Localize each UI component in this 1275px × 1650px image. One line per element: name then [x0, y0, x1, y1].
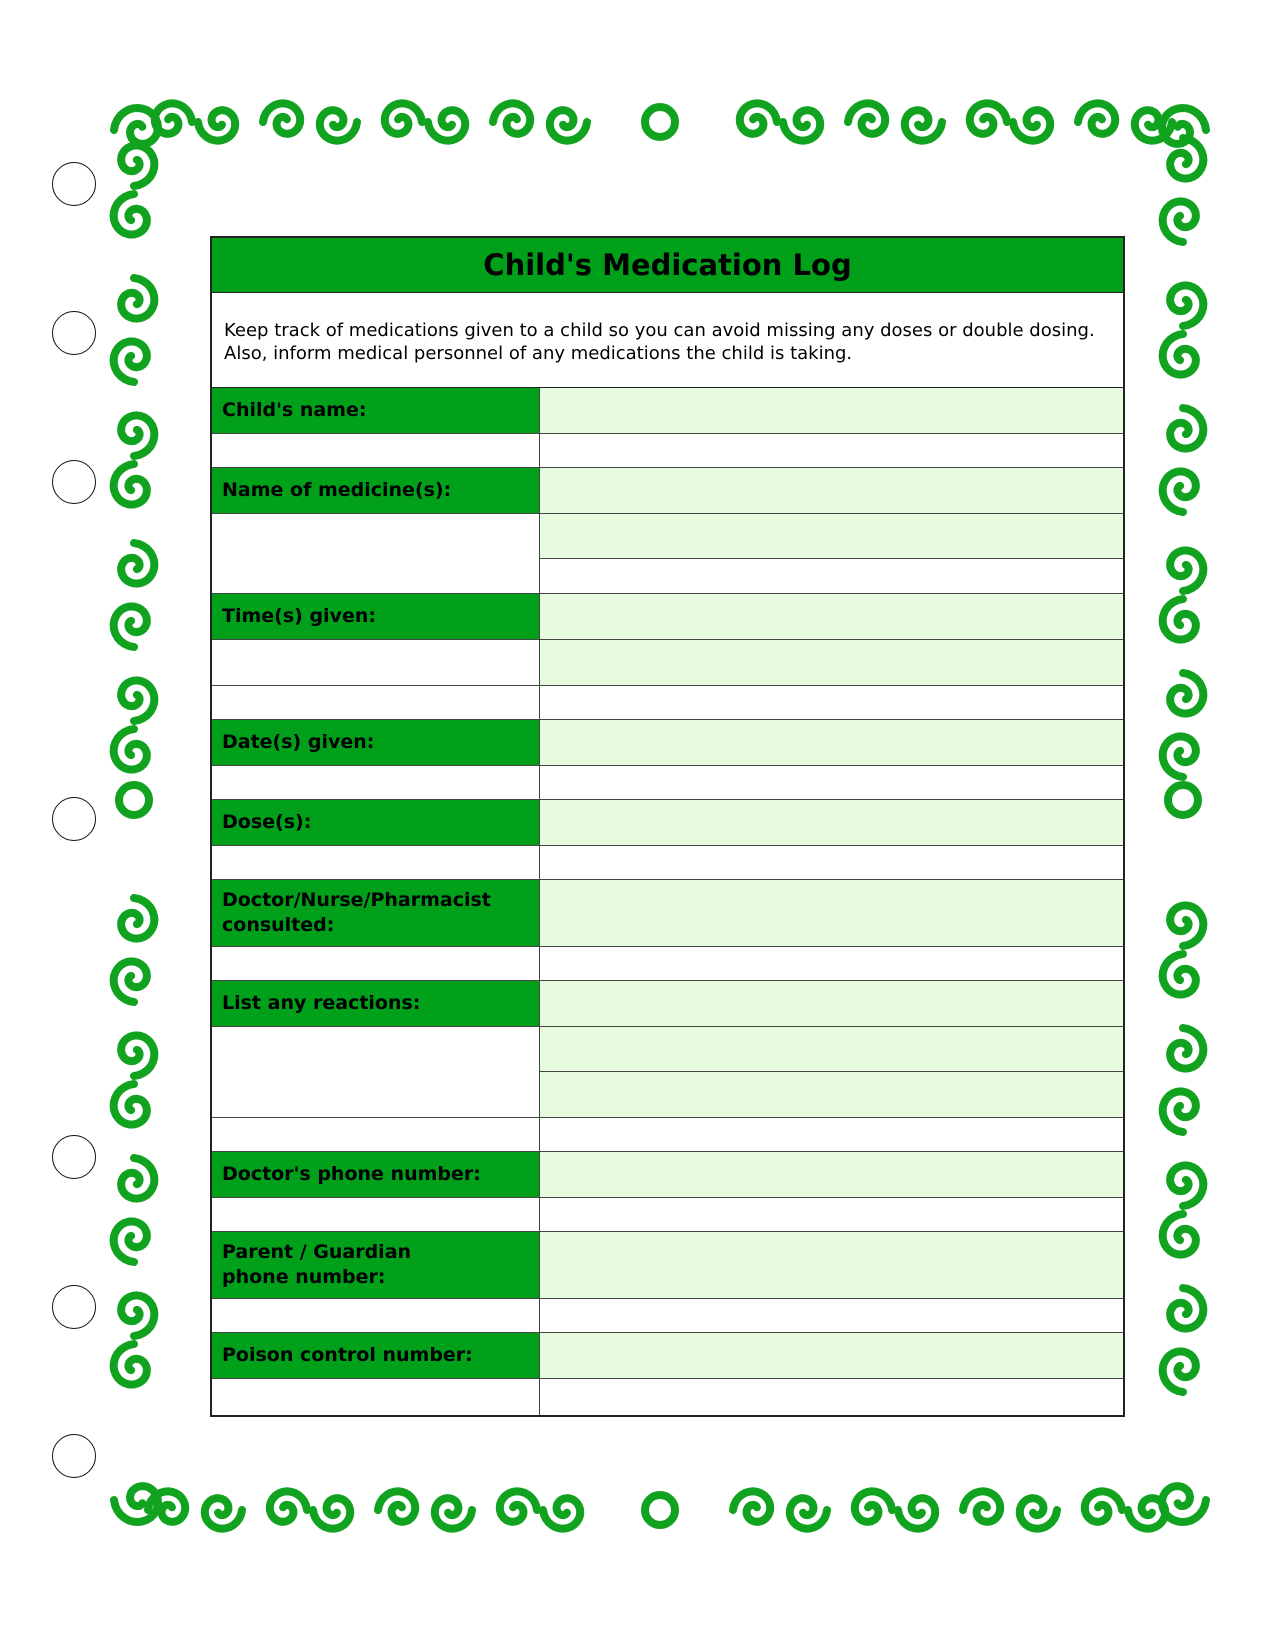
swirl-icon — [905, 110, 942, 141]
swirl-icon — [1163, 471, 1196, 512]
punch-hole-icon — [52, 1135, 96, 1179]
ring-icon — [1168, 785, 1198, 815]
swirl-icon — [435, 1498, 472, 1529]
medicine-entry-2[interactable] — [540, 514, 1123, 559]
swirl-icon — [1163, 736, 1196, 777]
times-given-label: Time(s) given: — [212, 594, 540, 639]
reactions-label: List any reactions: — [212, 981, 540, 1026]
swirl-icon — [121, 1295, 154, 1336]
doctor-phone-label: Doctor's phone number: — [212, 1152, 540, 1197]
doses-label: Dose(s): — [212, 800, 540, 845]
swirl-icon — [114, 108, 158, 144]
swirl-icon — [1020, 1498, 1057, 1529]
poison-control-entry[interactable] — [540, 1333, 1123, 1378]
consulted-label: Doctor/Nurse/Pharmacist consulted: — [212, 880, 540, 946]
swirl-icon — [205, 1498, 242, 1529]
ring-icon — [645, 1495, 675, 1525]
swirl-icon — [320, 110, 357, 141]
log-title: Child's Medication Log — [212, 238, 1123, 293]
punch-hole-icon — [52, 797, 96, 841]
swirl-icon — [1163, 1091, 1196, 1132]
guardian-phone-entry[interactable] — [540, 1232, 1123, 1298]
times-entry-1[interactable] — [540, 594, 1123, 639]
swirl-icon — [1170, 1288, 1203, 1329]
blank-cell — [212, 434, 540, 467]
swirl-icon — [1163, 1351, 1196, 1392]
swirl-icon — [1163, 954, 1196, 995]
swirl-icon — [121, 898, 154, 939]
swirl-icon — [790, 1498, 827, 1529]
spacer-row — [212, 1118, 1123, 1152]
swirl-icon — [121, 680, 154, 721]
swirl-icon — [1163, 599, 1196, 640]
spacer-row — [212, 1379, 1123, 1415]
swirl-icon — [1170, 905, 1203, 946]
swirl-icon — [198, 110, 235, 141]
swirl-icon — [114, 729, 147, 770]
swirl-icon — [1163, 334, 1196, 375]
poison-control-row — [212, 1333, 1123, 1379]
medicine-names-label: Name of medicine(s): — [212, 468, 540, 513]
childs-name-label: Child's name: — [212, 388, 540, 433]
swirl-icon — [898, 1498, 935, 1529]
swirl-icon — [1013, 110, 1050, 141]
swirl-icon — [270, 1491, 307, 1522]
reactions-entry-1[interactable] — [540, 981, 1123, 1026]
swirl-icon — [1170, 1028, 1203, 1069]
blank-cell — [212, 1198, 540, 1231]
swirl-icon — [1085, 1491, 1122, 1522]
blank-cell — [212, 846, 540, 879]
ring-icon — [119, 785, 149, 815]
blank-entry[interactable] — [540, 846, 1123, 879]
blank-cell — [212, 766, 540, 799]
punch-hole-icon — [52, 162, 96, 206]
blank-cell — [212, 514, 540, 593]
medicine-entry-3[interactable] — [540, 559, 1123, 593]
blank-cell — [212, 947, 540, 980]
spacer-row — [212, 766, 1123, 800]
swirl-icon — [121, 543, 154, 584]
swirl-icon — [783, 110, 820, 141]
blank-entry[interactable] — [540, 947, 1123, 980]
reactions-entry-2[interactable] — [540, 1027, 1123, 1072]
blank-cell — [212, 1379, 540, 1415]
swirl-icon — [963, 1491, 1000, 1522]
swirl-icon — [543, 1498, 580, 1529]
swirl-icon — [121, 145, 154, 186]
swirl-icon — [114, 606, 147, 647]
swirl-icon — [740, 103, 777, 134]
swirl-icon — [1078, 103, 1115, 134]
swirl-icon — [428, 110, 465, 141]
blank-entry[interactable] — [540, 434, 1123, 467]
swirl-icon — [121, 1158, 154, 1199]
medication-log-form — [210, 236, 1125, 1417]
medicine-names-row — [212, 468, 1123, 514]
times-given-row — [212, 594, 1123, 640]
blank-entry[interactable] — [540, 1299, 1123, 1332]
spacer-row — [212, 846, 1123, 880]
swirl-icon — [1170, 285, 1203, 326]
childs-name-row — [212, 388, 1123, 434]
swirl-icon — [500, 1491, 537, 1522]
consulted-entry[interactable] — [540, 880, 1123, 946]
blank-entry[interactable] — [540, 1379, 1123, 1415]
swirl-icon — [493, 103, 530, 134]
swirl-icon — [114, 464, 147, 505]
swirl-icon — [378, 1491, 415, 1522]
spacer-row — [212, 686, 1123, 720]
swirl-icon — [733, 1491, 770, 1522]
ring-icon — [645, 107, 675, 137]
swirl-icon — [114, 341, 147, 382]
dates-given-row — [212, 720, 1123, 766]
swirl-icon — [848, 103, 885, 134]
spacer-row — [212, 1299, 1123, 1333]
punch-hole-icon — [52, 460, 96, 504]
swirl-icon — [1170, 408, 1203, 449]
reactions-continued-row — [212, 1027, 1123, 1118]
reactions-row — [212, 981, 1123, 1027]
doses-entry[interactable] — [540, 800, 1123, 845]
punch-hole-icon — [52, 1434, 96, 1478]
medicine-entry-1[interactable] — [540, 468, 1123, 513]
swirl-icon — [114, 194, 147, 235]
doctor-phone-entry[interactable] — [540, 1152, 1123, 1197]
dates-entry[interactable] — [540, 720, 1123, 765]
punch-hole-icon — [52, 1285, 96, 1329]
swirl-icon — [550, 110, 587, 141]
blank-cell — [212, 686, 540, 719]
swirl-icon — [114, 1344, 147, 1385]
consulted-row — [212, 880, 1123, 947]
blank-entry[interactable] — [540, 686, 1123, 719]
swirl-icon — [385, 103, 422, 134]
blank-entry[interactable] — [540, 766, 1123, 799]
times-continued-row — [212, 640, 1123, 686]
blank-cell — [212, 1027, 540, 1117]
poison-control-label: Poison control number: — [212, 1333, 540, 1378]
swirl-icon — [121, 1035, 154, 1076]
swirl-icon — [313, 1498, 350, 1529]
swirl-icon — [263, 103, 300, 134]
swirl-icon — [1170, 673, 1203, 714]
times-entry-2[interactable] — [540, 640, 1123, 685]
swirl-icon — [121, 278, 154, 319]
swirl-icon — [114, 961, 147, 1002]
punch-hole-icon — [52, 311, 96, 355]
blank-entry[interactable] — [540, 1198, 1123, 1231]
blank-cell — [212, 1299, 540, 1332]
swirl-icon — [1163, 1214, 1196, 1255]
swirl-icon — [1170, 1165, 1203, 1206]
dates-given-label: Date(s) given: — [212, 720, 540, 765]
swirl-icon — [970, 103, 1007, 134]
spacer-row — [212, 1198, 1123, 1232]
childs-name-entry[interactable] — [540, 388, 1123, 433]
spacer-row — [212, 434, 1123, 468]
reactions-entry-3[interactable] — [540, 1072, 1123, 1117]
swirl-icon — [121, 415, 154, 456]
swirl-icon — [1162, 1486, 1206, 1522]
blank-cell — [212, 640, 540, 685]
swirl-icon — [114, 1221, 147, 1262]
doses-row — [212, 800, 1123, 846]
spacer-row — [212, 947, 1123, 981]
log-intro: Keep track of medications given to a child so you can avoid missing any doses or double dosing. Also, inform medical personnel of any medications the child is taking. — [212, 293, 1123, 388]
medicine-continued-row — [212, 514, 1123, 594]
swirl-icon — [855, 1491, 892, 1522]
guardian-phone-label: Parent / Guardian phone number: — [212, 1232, 540, 1298]
swirl-icon — [1170, 550, 1203, 591]
swirl-icon — [1163, 201, 1196, 242]
guardian-phone-row — [212, 1232, 1123, 1299]
blank-entry[interactable] — [540, 1118, 1123, 1151]
doctor-phone-row — [212, 1152, 1123, 1198]
swirl-icon — [114, 1084, 147, 1125]
blank-cell — [212, 1118, 540, 1151]
